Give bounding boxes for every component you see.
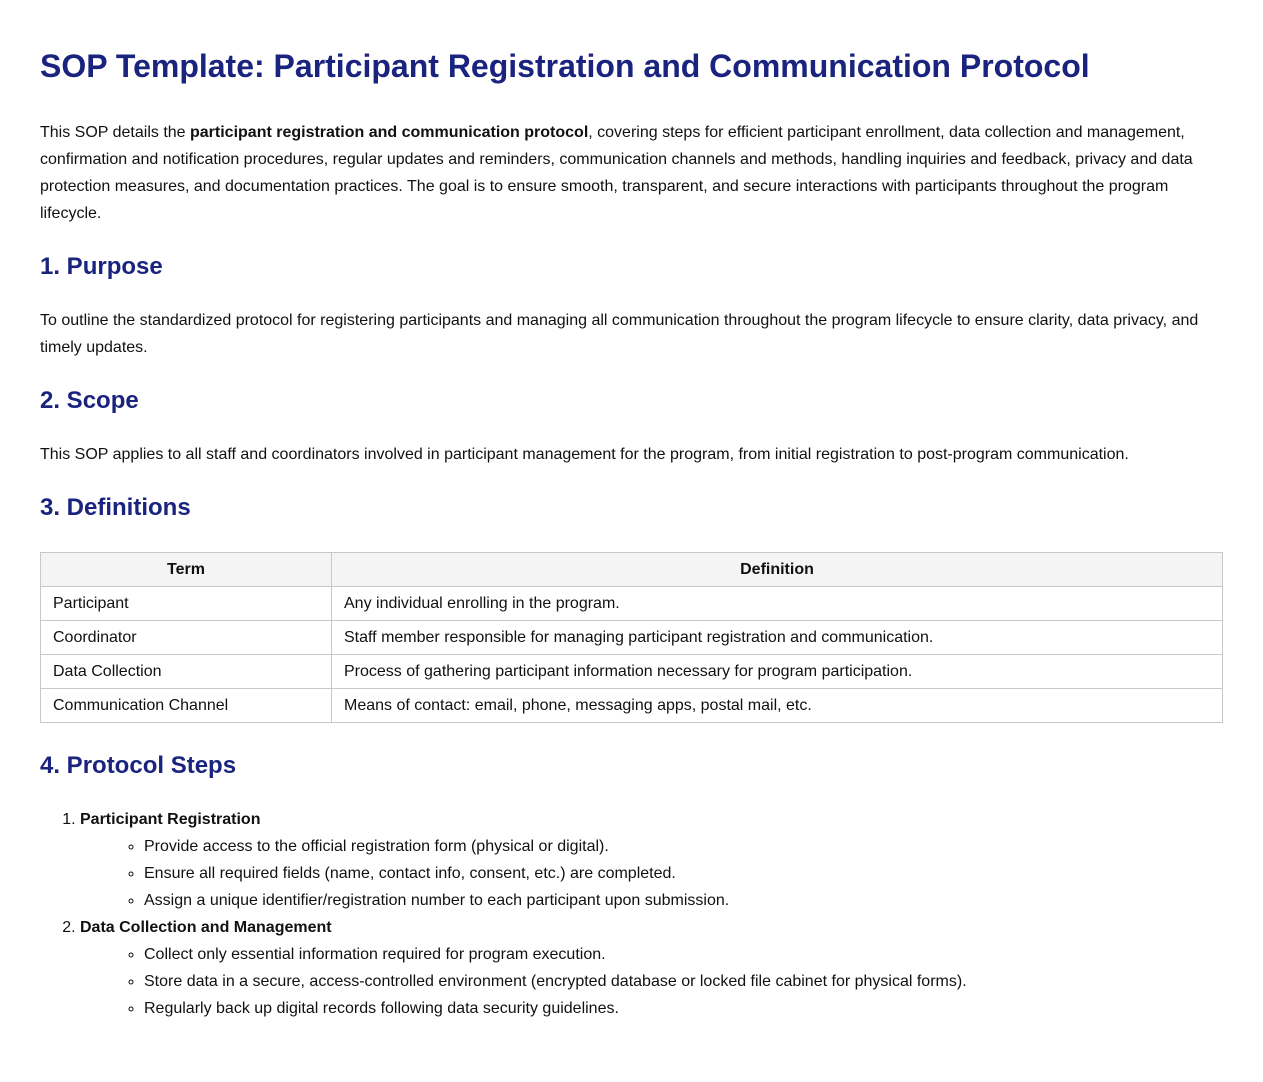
table-row <box>41 621 1223 655</box>
table-cell-term: Coordinator <box>41 621 332 655</box>
table-header-row <box>41 553 1223 587</box>
table-cell-definition: Process of gathering participant information necessary for program participation. <box>332 655 1223 689</box>
table-cell-definition: Staff member responsible for managing participant registration and communication. <box>332 621 1223 655</box>
protocol-steps-list <box>40 806 1223 1022</box>
step-bullets <box>80 941 1223 1022</box>
table-cell-term: Communication Channel <box>41 689 332 723</box>
table-row <box>41 689 1223 723</box>
intro-bold: participant registration and communication protocol <box>190 124 589 141</box>
table-row <box>41 587 1223 621</box>
list-item: ◦ Regularly back up digital records following data security guidelines. <box>144 995 1223 1022</box>
intro-pre: This SOP details the <box>40 124 190 141</box>
scope-heading: 2. Scope <box>40 387 139 414</box>
step-bullets <box>80 833 1223 914</box>
intro-post: , covering steps for efficient participant enrollment, data collection and management, confirmation and notification procedures, regular updates and reminders, communication channels and methods, handling inquiries and feedback, privacy and data protection measures, and documentation practices. The goal is to ensure smooth, transparent, and secure interactions with participants throughout the program lifecycle. <box>40 124 1193 222</box>
page-title: SOP Template: Participant Registration and Communication Protocol <box>40 48 1090 84</box>
protocol-steps-heading: 4. Protocol Steps <box>40 752 237 779</box>
list-item: ◦ Ensure all required fields (name, contact info, consent, etc.) are completed. <box>144 860 1223 887</box>
table-row <box>41 655 1223 689</box>
table-header-definition: Definition <box>332 553 1223 587</box>
document-page <box>0 46 1263 1022</box>
table-cell-term: Participant <box>41 587 332 621</box>
list-item: ◦ Store data in a secure, access-controlled environment (encrypted database or locked file cabinet for physical forms). <box>144 968 1223 995</box>
table-cell-definition: Any individual enrolling in the program. <box>332 587 1223 621</box>
list-item <box>80 914 1223 1022</box>
list-item: ◦ Assign a unique identifier/registration number to each participant upon submission. <box>144 887 1223 914</box>
step-title: Data Collection and Management <box>80 919 332 936</box>
purpose-heading: 1. Purpose <box>40 253 163 280</box>
step-title: Participant Registration <box>80 811 261 828</box>
table-cell-term: Data Collection <box>41 655 332 689</box>
table-cell-definition: Means of contact: email, phone, messaging apps, postal mail, etc. <box>332 689 1223 723</box>
purpose-text: To outline the standardized protocol for registering participants and managing all communication throughout the program lifecycle to ensure clarity, data privacy, and timely updates. <box>40 312 1199 356</box>
definitions-table <box>40 552 1223 723</box>
table-header-term: Term <box>41 553 332 587</box>
scope-text: This SOP applies to all staff and coordinators involved in participant management for the program, from initial registration to post-program communication. <box>40 446 1129 463</box>
list-item: ◦ Collect only essential information required for program execution. <box>144 941 1223 968</box>
list-item: ◦ Provide access to the official registration form (physical or digital). <box>144 833 1223 860</box>
definitions-heading: 3. Definitions <box>40 494 191 521</box>
intro-paragraph <box>40 119 1223 227</box>
list-item <box>80 806 1223 914</box>
